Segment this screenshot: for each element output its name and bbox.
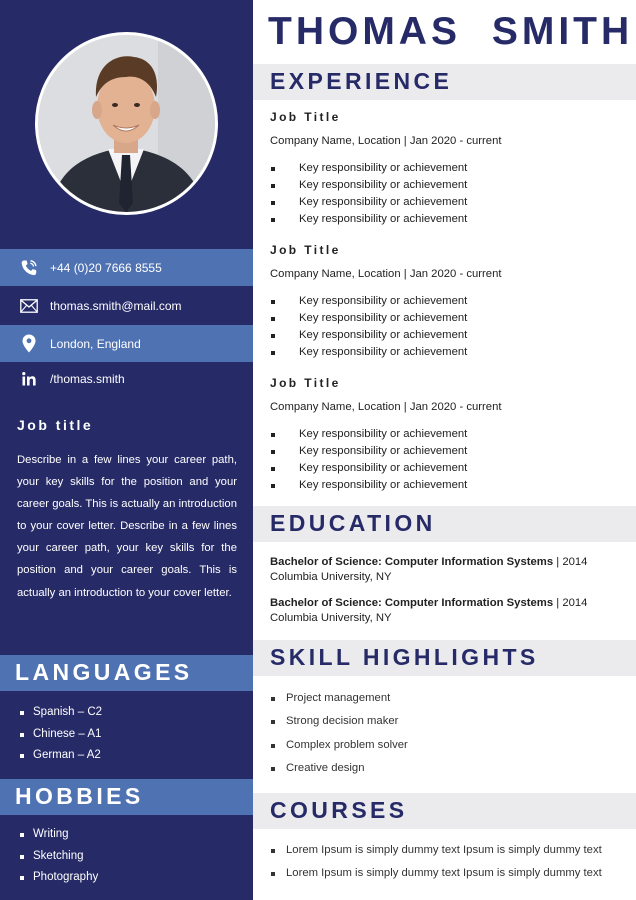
contact-email-row[interactable]: [0, 287, 253, 324]
phone-icon: [20, 259, 38, 277]
degree-name: Bachelor of Science: Computer Information Systems: [270, 556, 554, 568]
job-entry: [270, 110, 630, 228]
sidebar-job-title: Job title: [17, 417, 94, 433]
job-entry: [270, 376, 630, 494]
list-item: Complex problem solver: [270, 734, 408, 757]
job-company: Company Name, Location | Jan 2020 - current: [270, 135, 502, 147]
education-heading-band: [253, 506, 636, 542]
email-icon: [20, 297, 38, 315]
list-item: Strong decision maker: [270, 710, 408, 733]
list-item: Spanish – C2: [0, 702, 102, 724]
list-item: Writing: [0, 824, 98, 846]
degree-year: | 2014: [553, 556, 588, 568]
list-item: Key responsibility or achievement: [270, 344, 630, 361]
list-item: German – A2: [0, 745, 102, 767]
phone-number[interactable]: +44 (0)20 7666 8555: [50, 260, 162, 275]
degree-name: Bachelor of Science: Computer Information Systems: [270, 597, 554, 609]
skills-list: [270, 687, 408, 780]
list-item: Key responsibility or achievement: [270, 460, 630, 477]
education-entry: [270, 596, 630, 625]
job-bullets: [270, 160, 630, 228]
experience-heading: EXPERIENCE: [270, 68, 453, 94]
skills-heading: SKILL HIGHLIGHTS: [270, 644, 539, 670]
languages-heading: LANGUAGES: [15, 659, 193, 685]
list-item: Key responsibility or achievement: [270, 293, 630, 310]
education-heading: EDUCATION: [270, 510, 436, 536]
sidebar: [0, 0, 253, 900]
list-item: Key responsibility or achievement: [270, 211, 630, 228]
list-item: Key responsibility or achievement: [270, 194, 630, 211]
list-item: Key responsibility or achievement: [270, 310, 630, 327]
experience-heading-band: [253, 64, 636, 100]
school-name: Columbia University, NY: [270, 611, 392, 624]
profile-photo: [35, 32, 218, 215]
contact-phone-row[interactable]: [0, 249, 253, 286]
courses-heading: COURSES: [270, 797, 408, 823]
job-title: Job Title: [270, 376, 341, 390]
list-item: Key responsibility or achievement: [270, 426, 630, 443]
location-text: London, England: [50, 336, 141, 351]
list-item: Key responsibility or achievement: [270, 327, 630, 344]
job-company: Company Name, Location | Jan 2020 - current: [270, 401, 502, 413]
contact-linkedin-row[interactable]: [0, 360, 253, 397]
email-address[interactable]: thomas.smith@mail.com: [50, 298, 182, 313]
languages-list: [0, 702, 102, 767]
intro-paragraph: Describe in a few lines your career path, your key skills for the position and your career goals. This is actually an introduction to your cover letter. Describe in a few lines your career path, your key skills for the position and your career goals. This is actually an introduction to your cover letter.: [17, 454, 237, 599]
job-bullets: [270, 426, 630, 494]
job-bullets: [270, 293, 630, 361]
languages-heading-band: [0, 655, 253, 691]
list-item: Key responsibility or achievement: [270, 160, 630, 177]
job-title: Job Title: [270, 110, 341, 124]
list-item: Creative design: [270, 757, 408, 780]
skills-heading-band: [253, 640, 636, 676]
portrait-illustration: [38, 35, 215, 212]
list-item: Key responsibility or achievement: [270, 177, 630, 194]
list-item: Lorem Ipsum is simply dummy text Ipsum is simply dummy text: [270, 839, 602, 862]
linkedin-handle[interactable]: /thomas.smith: [50, 371, 125, 386]
courses-heading-band: [253, 793, 636, 829]
hobbies-list: [0, 824, 98, 889]
list-item: Key responsibility or achievement: [270, 443, 630, 460]
person-name: THOMAS SMITH: [268, 10, 634, 53]
list-item: Project management: [270, 687, 408, 710]
education-entry: [270, 555, 630, 584]
list-item: Lorem Ipsum is simply dummy text Ipsum is simply dummy text: [270, 862, 602, 885]
job-title: Job Title: [270, 243, 341, 257]
school-name: Columbia University, NY: [270, 570, 392, 583]
job-entry: [270, 243, 630, 361]
list-item: Photography: [0, 867, 98, 889]
list-item: Key responsibility or achievement: [270, 477, 630, 494]
linkedin-icon: [20, 370, 38, 388]
location-pin-icon: [20, 335, 38, 353]
hobbies-heading-band: [0, 779, 253, 815]
degree-year: | 2014: [553, 597, 588, 609]
hobbies-heading: HOBBIES: [15, 783, 144, 809]
courses-list: [270, 839, 602, 886]
contact-location-row: [0, 325, 253, 362]
job-company: Company Name, Location | Jan 2020 - current: [270, 268, 502, 280]
list-item: Sketching: [0, 846, 98, 868]
list-item: Chinese – A1: [0, 724, 102, 746]
